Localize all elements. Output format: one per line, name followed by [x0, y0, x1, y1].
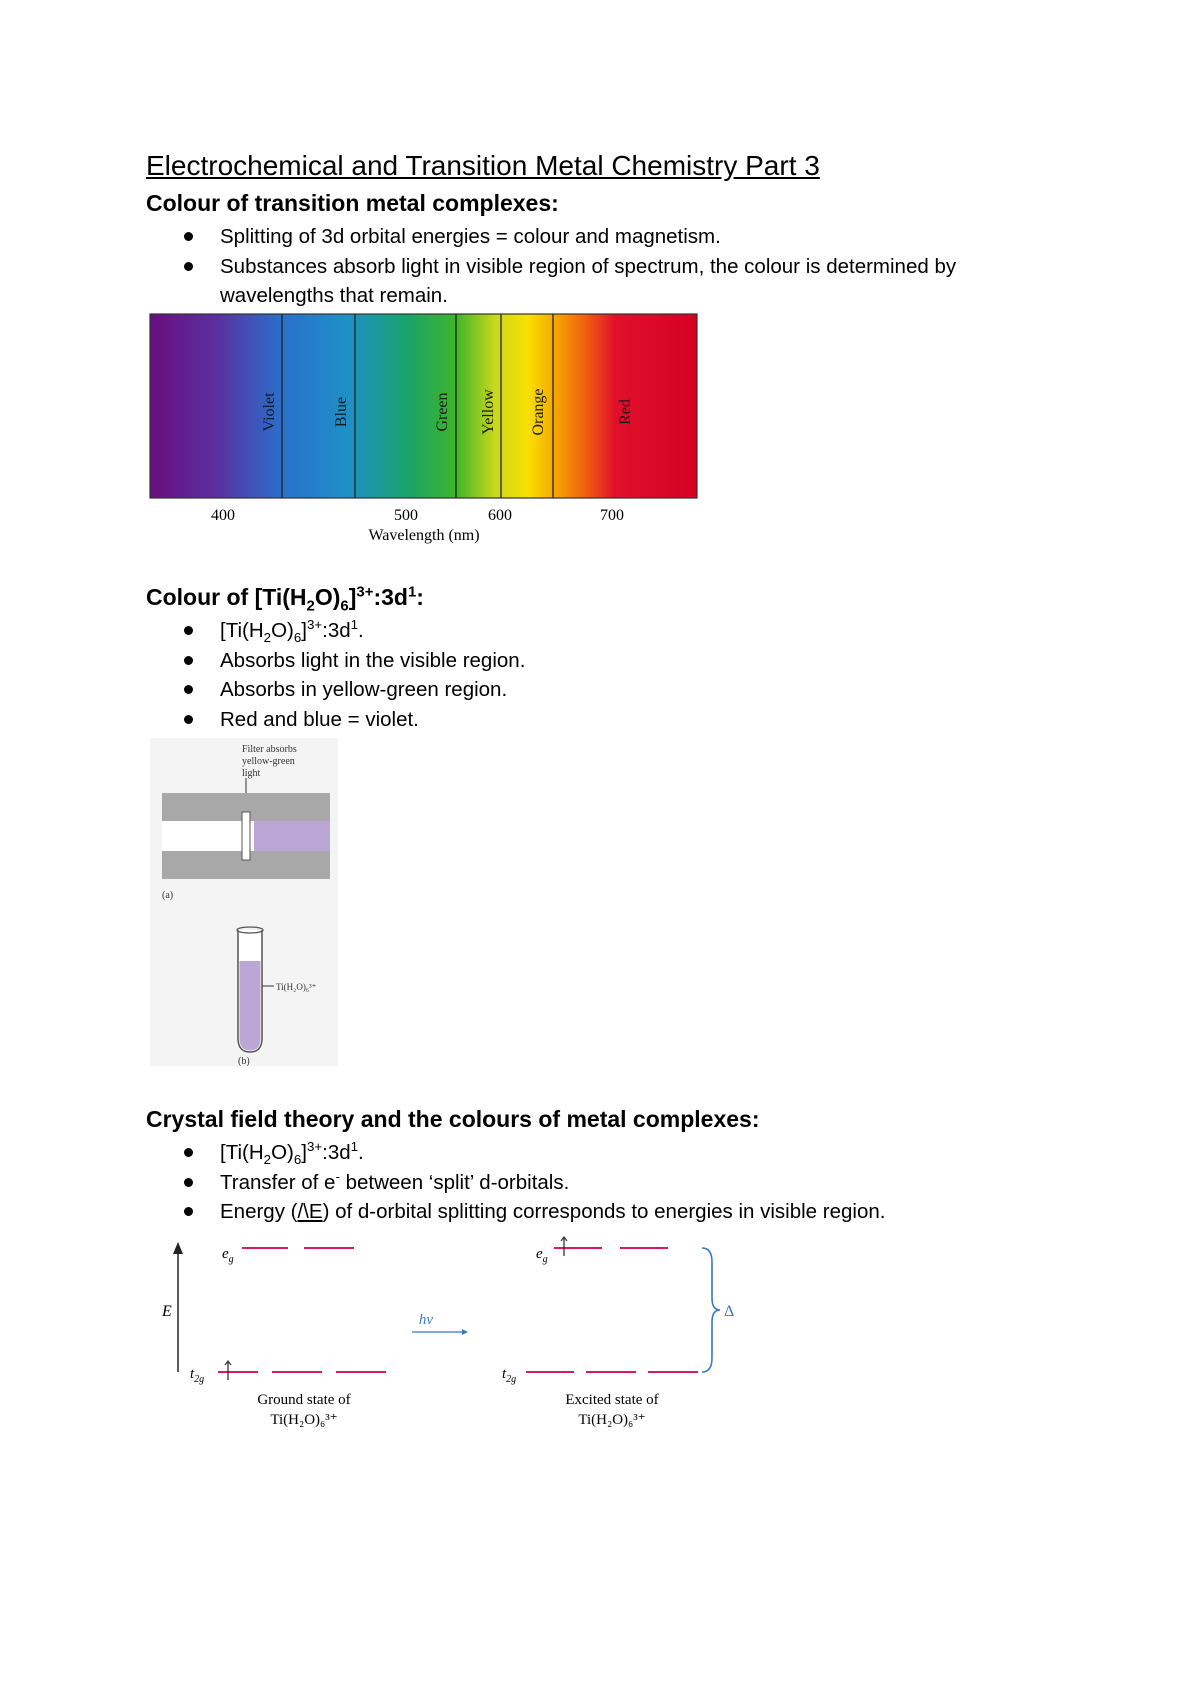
list-item: Absorbs light in the visible region. [146, 646, 1046, 676]
band-label-green: Green [434, 392, 451, 432]
band-label-blue: Blue [333, 396, 350, 428]
band-label-red: Red [617, 399, 634, 425]
filter-label: light [242, 768, 261, 779]
delta-brace [702, 1248, 720, 1372]
filter-label: Filter absorbs [242, 744, 297, 755]
section-heading-crystal-field: Crystal field theory and the colours of metal complexes: [146, 1106, 760, 1132]
photon-arrowhead [462, 1329, 468, 1335]
list-item: Red and blue = violet. [146, 705, 1046, 735]
filter-test-tube-figure [150, 738, 338, 1066]
t2g-label: $t_{2g}$ [190, 1366, 205, 1385]
test-tube-solution [240, 961, 261, 1051]
tick-label: 400 [211, 507, 235, 524]
list-item: $[Ti(H_2O)_6]^{3+}:3d^1$. [146, 1138, 1046, 1168]
section-heading-ti-colour: Colour of $[Ti(H_2O)_6]^{3+}:3d^1$: [146, 583, 424, 615]
energy-axis-label: E [162, 1303, 172, 1320]
spectrum-bar [150, 314, 697, 498]
list-item: Splitting of 3d orbital energies = colour and magnetism. [146, 222, 1046, 252]
list-item: Absorbs in yellow-green region. [146, 675, 1046, 705]
excited-state-caption: Excited state of [565, 1392, 659, 1408]
photon-label: hν [418, 1312, 434, 1328]
band-label-violet: Violet [261, 392, 278, 432]
section1-bullet-list [146, 222, 1046, 311]
tube-label: Ti(H₂O)₆³⁺ [276, 982, 317, 992]
eg-label: $e_g$ [222, 1246, 234, 1265]
section-heading-colour-complexes: Colour of transition metal complexes: [146, 190, 559, 216]
panel-label-a: (a) [162, 890, 174, 901]
energy-axis-arrowhead [173, 1242, 183, 1254]
band-label-yellow: Yellow [480, 389, 497, 435]
excited-state-caption: Ti(H₂O)₆³⁺ [578, 1412, 646, 1428]
axis-label: Wavelength (nm) [368, 527, 480, 544]
filter-slab [242, 812, 250, 860]
ground-state-caption: Ti(H₂O)₆³⁺ [270, 1412, 338, 1428]
beam-violet-band [254, 821, 330, 851]
excited-t2g-label: $t_{2g}$ [502, 1366, 517, 1385]
list-item: Energy (/\E) of d-orbital splitting corresponds to energies in visible region. [146, 1197, 1046, 1227]
tick-label: 500 [394, 507, 418, 524]
filter-label: yellow-green [242, 756, 295, 767]
list-item: Substances absorb light in visible region of spectrum, the colour is determined by wavelengths that remain. [146, 252, 1046, 311]
delta-label: Δ [724, 1303, 735, 1320]
list-item: Transfer of e- between ‘split’ d-orbitals. [146, 1168, 1046, 1198]
page-title: Electrochemical and Transition Metal Chemistry Part 3 [146, 150, 820, 181]
tick-label: 700 [600, 507, 624, 524]
panel-label-b: (b) [238, 1056, 250, 1066]
energy-level-diagram [150, 1234, 750, 1434]
section2-bullet-list [146, 616, 1046, 734]
excited-eg-label: $e_g$ [536, 1246, 548, 1265]
section3-bullet-list [146, 1138, 1046, 1227]
visible-spectrum-figure [140, 312, 720, 548]
list-item: $[Ti(H_2O)_6]^{3+}:3d^1$. [146, 616, 1046, 646]
beam-white-band [162, 821, 254, 851]
tick-label: 600 [488, 507, 512, 524]
band-label-orange: Orange [530, 388, 547, 436]
ground-state-caption: Ground state of [257, 1392, 351, 1408]
